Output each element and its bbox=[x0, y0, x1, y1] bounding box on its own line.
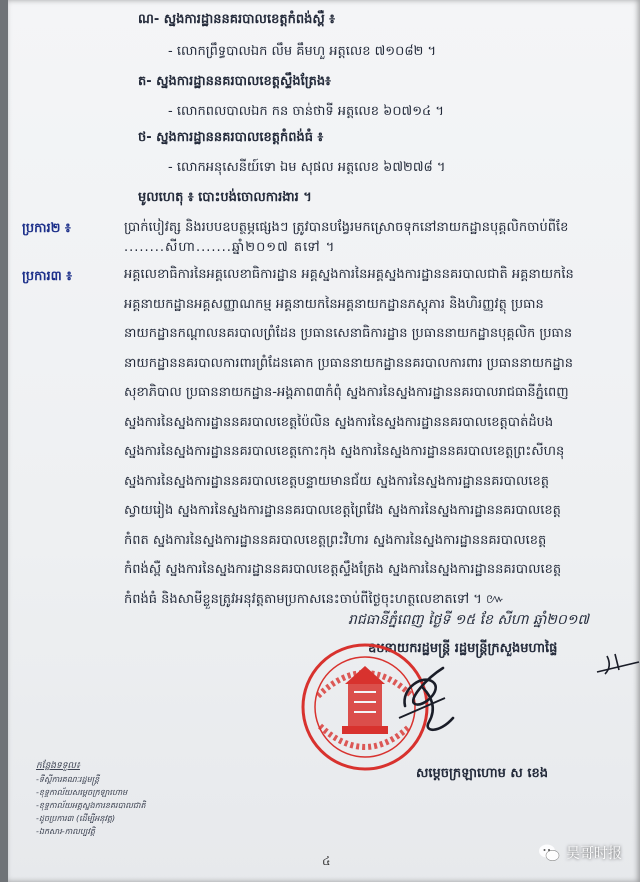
item-kampong-thom-heading: ថ- ស្នងការដ្ឋាននគរបាលខេត្តកំពង់ធំ ៖ bbox=[138, 130, 324, 145]
page-number: ៤ bbox=[322, 854, 331, 868]
item-kampong-thom-officer: - លោកអនុសេនីយ៍ទោ ឯម សុផល អត្តលេខ ៦៧២៧៨ ។ bbox=[168, 160, 446, 175]
article-3-final-text: កំពង់ធំ និងសាមីខ្លួនត្រូវអនុវត្តតាមប្រកាសនេះចាប់ពីថ្ងៃចុះហត្ថលេខាតទៅ ។ bbox=[124, 591, 482, 607]
recipient-item: -ខុទ្ទកាល័យសម្តេចក្រឡាហោម bbox=[36, 788, 128, 797]
article-3-line: នាយកដ្ឋាននគរបាលការពារព្រំដែនគោក ប្រធាននាយកដ្ឋាននគរបាលការពារ ប្រធាននាយកដ្ឋាន bbox=[124, 355, 573, 371]
recipients-title: កន្លែងទទួល៖ bbox=[36, 761, 80, 771]
item-stung-treng-officer: - លោកពលបាលឯក កន ចាន់ថាទី អត្តលេខ ៦០៧១៤ ។ bbox=[168, 104, 444, 119]
article-3-line: ស្នងការនៃស្នងការដ្ឋាននគរបាលខេត្តកោះកុង ស្នងការនៃស្នងការដ្ឋាននគរបាលខេត្តព្រះសីហនុ bbox=[124, 444, 565, 459]
article-3-line: អគ្គលេខាធិការនៃអគ្គលេខាធិការដ្ឋាន អគ្គស្នងការនៃអគ្គស្នងការដ្ឋាននគរបាលជាតិ អគ្គនាយកនៃ bbox=[124, 267, 574, 282]
signature-icon bbox=[393, 648, 463, 740]
recipient-item: -ទីស្តីការគណៈរដ្ឋមន្ត្រី bbox=[36, 775, 100, 784]
document-page bbox=[8, 0, 640, 882]
date-line: រាជធានីភ្នំពេញ ថ្ងៃទី ១៥ ខែ សីហា ឆ្នាំ២០១៧ bbox=[348, 612, 589, 628]
signer-title: ឧបនាយករដ្ឋមន្ត្រី រដ្ឋមន្ត្រីក្រសួងមហាផ្ទៃ bbox=[368, 641, 558, 656]
wechat-icon bbox=[538, 842, 560, 864]
item-kampong-speu-officer: - លោកព្រឹទ្ធបាលឯក លឹម គឹមហួ អត្តលេខ ៧១០៨២ ។ bbox=[168, 44, 437, 59]
article-3-line: ស្នងការនៃស្នងការដ្ឋាននគរបាលខេត្តប៉ៃលិន ស្នងការនៃស្នងការដ្ឋាននគរបាលខេត្តបាត់ដំបង bbox=[124, 414, 554, 430]
item-kampong-speu-heading: ណ- ស្នងការដ្ឋាននគរបាលខេត្តកំពង់ស្ពឺ ៖ bbox=[138, 12, 335, 27]
article-2-line-1: ប្រាក់បៀវត្ស និងរបបឧបត្ថម្ភផ្សេងៗ ត្រូវបានបង្វែរមកស្រោចទុកនៅនាយកដ្ឋានបុគ្គលិកចាប់ពីខែ bbox=[124, 220, 569, 235]
watermark-text: 吴哥时报 bbox=[566, 846, 622, 862]
motive-line: មូលហេតុ ៖ បោះបង់ចោលការងារ ។ bbox=[138, 190, 312, 205]
recipient-item: -ឯកសារ-កាលប្បវត្តិ bbox=[36, 827, 95, 836]
article-2-label: ប្រការ២ ៖ bbox=[22, 221, 71, 236]
recipient-item: -ខុទ្ទកាល័យអគ្គស្នងការនគរបាលជាតិ bbox=[36, 801, 146, 810]
article-3-line: សុខាភិបាល ប្រធាននាយកដ្ឋាន-អង្គភាព៣កំពុំ ស្នងការនៃស្នងការដ្ឋាននគរបាលរាជធានីភ្នំពេញ bbox=[124, 385, 569, 400]
article-2-line-2: ........សីហា.......ឆ្នាំ២០១៧ តទៅ ។ bbox=[124, 240, 336, 255]
item-stung-treng-heading: ត- ស្នងការដ្ឋាននគរបាលខេត្តស្ទឹងត្រែង៖ bbox=[138, 74, 331, 89]
article-3-label: ប្រការ៣ ៖ bbox=[22, 269, 72, 284]
article-3-line: អគ្គនាយកដ្ឋានអគ្គសញ្ញាណកម្ម អគ្គនាយកនៃអគ្គនាយកដ្ឋានភស្តុភារ និងហិរញ្ញវត្ថុ ប្រធាន bbox=[124, 296, 544, 312]
recipient-item: -ដូចប្រការ៣ (ដើម្បីអនុវត្ត) bbox=[36, 814, 116, 823]
initial-mark-icon bbox=[593, 648, 640, 684]
article-3-body bbox=[124, 260, 614, 614]
article-3-line: ស្នងការនៃស្នងការដ្ឋាននគរបាលខេត្តបន្ទាយមានជ័យ ស្នងការនៃស្នងការដ្ឋាននគរបាលខេត្ត bbox=[124, 473, 549, 489]
article-3-line: នាយកដ្ឋានកណ្តាលនគរបាលព្រំដែន ប្រធានសេនាធិការដ្ឋាន ប្រធាននាយកដ្ឋានបុគ្គលិក ប្រធាន bbox=[124, 326, 573, 341]
end-mark: ៚ bbox=[485, 591, 505, 607]
article-3-line: កំពង់ស្ពឺ ស្នងការនៃស្នងការដ្ឋាននគរបាលខេត្តស្ទឹងត្រែង ស្នងការនៃស្នងការដ្ឋាននគរបាលខេត្ត bbox=[124, 562, 562, 577]
article-3-line: កំពត ស្នងការនៃស្នងការដ្ឋាននគរបាលខេត្តព្រះវិហារ ស្នងការនៃស្នងការដ្ឋាននគរបាលខេត្ត bbox=[124, 532, 547, 548]
recipients-list bbox=[36, 760, 146, 838]
article-3-line: ស្វាយរៀង ស្នងការនៃស្នងការដ្ឋាននគរបាលខេត្តព្រៃវែង ស្នងការនៃស្នងការដ្ឋាននគរបាលខេត្ត bbox=[124, 503, 561, 518]
signer-name: សម្តេចក្រឡាហោម ស ខេង bbox=[416, 766, 548, 781]
watermark bbox=[538, 842, 622, 864]
